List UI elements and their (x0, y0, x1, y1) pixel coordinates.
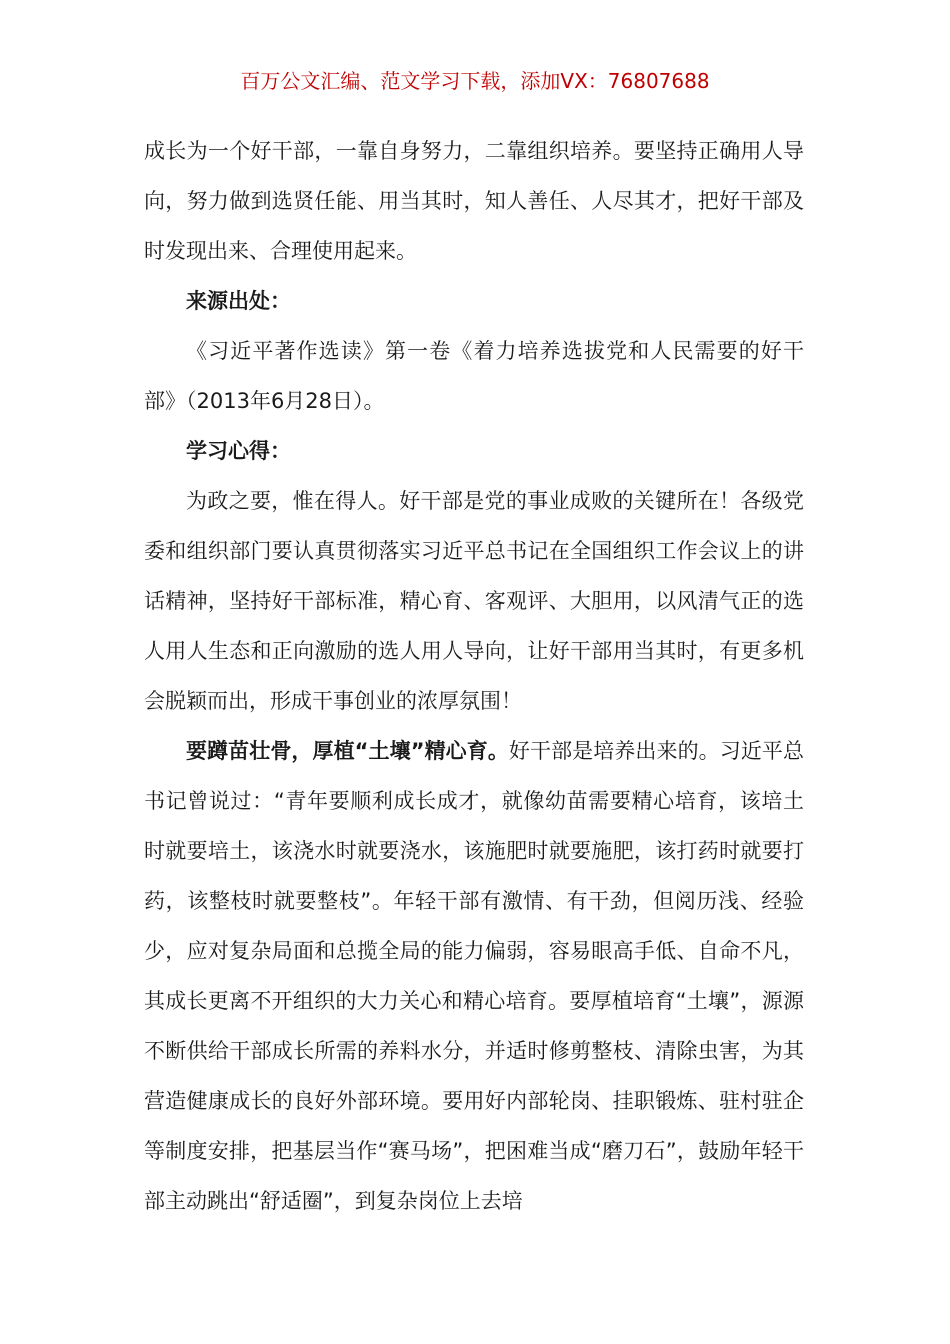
paragraph-body: 好干部是培养出来的。习近平总书记曾说过：“青年要顺利成长成才，就像幼苗需要精心培育，该培土时就要培土，该浇水时就要浇水，该施肥时就要施肥，该打药时就要打药，该整枝时就要整枝”。年轻干部有激情、有干劲，但阅历浅、经验少，应对复杂局面和总揽全局的能力偏弱，容易眼高手低、自命不凡，其成长更离不开组织的大力关心和精心培育。要厚植培育“土壤”，源源不断供给干部成长所需的养料水分，并适时修剪整枝、清除虫害，为其营造健康成长的良好外部环境。要用好内部轮岗、挂职锻炼、驻村驻企等制度安排，把基层当作“赛马场”，把困难当成“磨刀石”，鼓励年轻干部主动跳出“舒适圈”，到复杂岗位上去培 (144, 739, 804, 1213)
paragraph-intro: 成长为一个好干部，一靠自身努力，二靠组织培养。要坚持正确用人导向，努力做到选贤任能、用当其时，知人善任、人尽其才，把好干部及时发现出来、合理使用起来。 (144, 139, 804, 263)
paragraph-lead-bold: 要蹲苗壮骨，厚植“土壤”精心育。 (186, 739, 509, 763)
source-text: 《习近平著作选读》第一卷《着力培养选拔党和人民需要的好干部》（2013年6月28日）。 (144, 339, 804, 413)
document-body (144, 126, 804, 1226)
study-text: 为政之要，惟在得人。好干部是党的事业成败的关键所在！各级党委和组织部门要认真贯彻落实习近平总书记在全国组织工作会议上的讲话精神，坚持好干部标准，精心育、客观评、大胆用，以风清气正的选人用人生态和正向激励的选人用人导向，让好干部用当其时，有更多机会脱颖而出，形成干事创业的浓厚氛围！ (144, 489, 804, 713)
paragraph-cultivate (144, 726, 804, 1226)
source-heading: 来源出处： (186, 289, 291, 313)
study-heading: 学习心得： (186, 439, 291, 463)
header-banner: 百万公文汇编、范文学习下载，添加VX：76807688 (240, 69, 710, 93)
